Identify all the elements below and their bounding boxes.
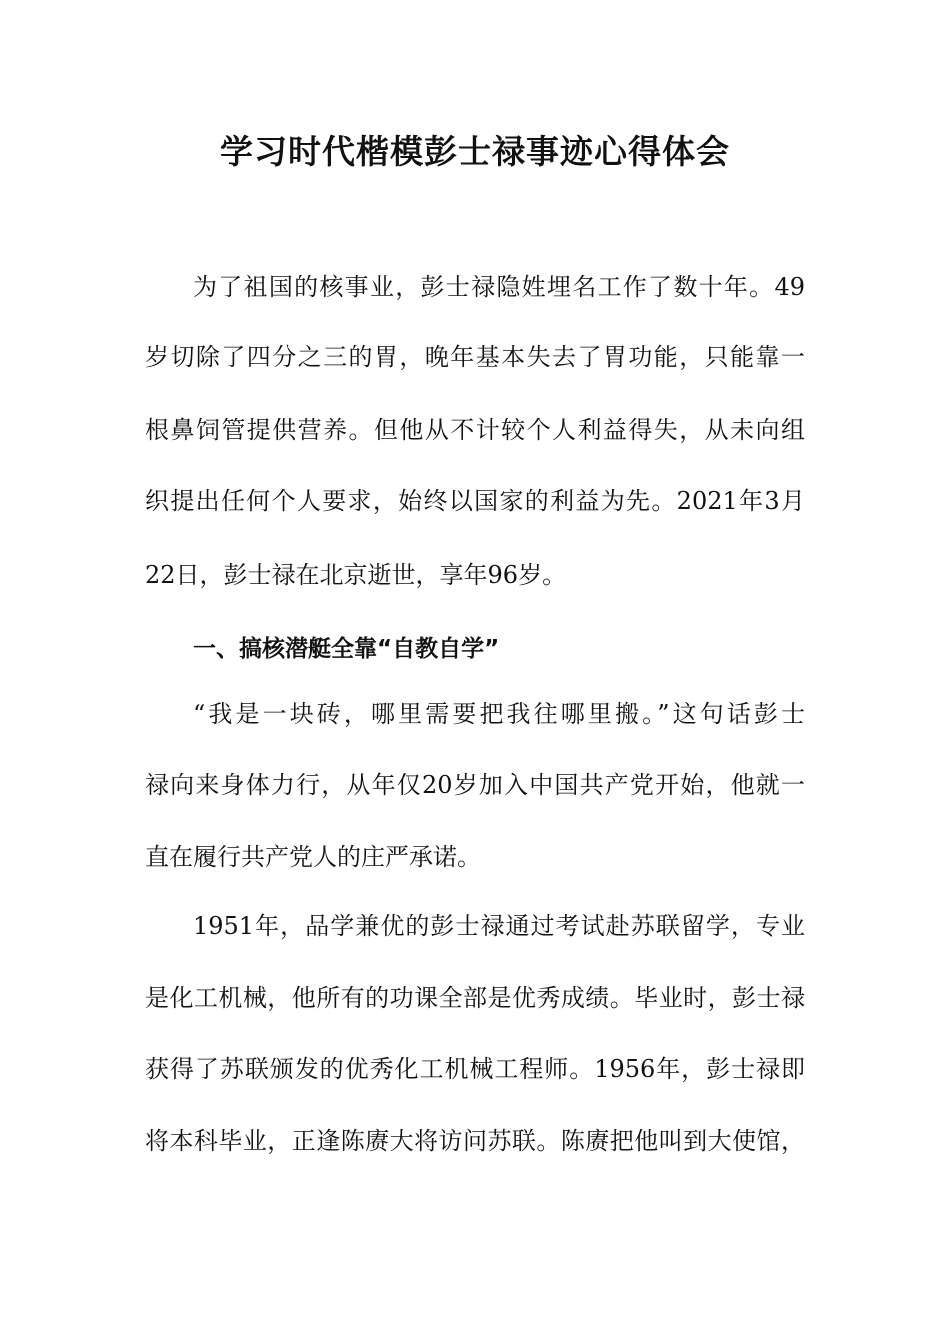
paragraph-line: 禄向来身体力行，从年仅20岁加入中国共产党开始，他就一 <box>145 771 805 799</box>
paragraph-line: 根鼻饲管提供营养。但他从不计较个人利益得失，从未向组 <box>145 416 805 444</box>
paragraph-line: 获得了苏联颁发的优秀化工机械工程师。1956年，彭士禄即 <box>145 1055 805 1083</box>
paragraph-line: 织提出任何个人要求，始终以国家的利益为先。2021年3月 <box>145 487 805 515</box>
paragraph-line: 为了祖国的核事业，彭士禄隐姓埋名工作了数十年。49 <box>193 273 805 301</box>
document-title: 学习时代楷模彭士禄事迹心得体会 <box>220 132 730 171</box>
paragraph-line: 岁切除了四分之三的胃，晚年基本失去了胃功能，只能靠一 <box>145 343 805 371</box>
paragraph-line: 22日，彭士禄在北京逝世，享年96岁。 <box>145 561 567 589</box>
paragraph-line: “我是一块砖，哪里需要把我往哪里搬。”这句话彭士 <box>193 700 805 728</box>
paragraph-line: 直在履行共产党人的庄严承诺。 <box>145 843 481 871</box>
paragraph-line: 1951年，品学兼优的彭士禄通过考试赴苏联留学，专业 <box>193 912 805 940</box>
paragraph-line: 是化工机械，他所有的功课全部是优秀成绩。毕业时，彭士禄 <box>145 984 805 1012</box>
section-heading: 一、搞核潜艇全靠“自教自学” <box>193 636 500 662</box>
paragraph-line: 将本科毕业，正逢陈赓大将访问苏联。陈赓把他叫到大使馆， <box>145 1127 805 1155</box>
